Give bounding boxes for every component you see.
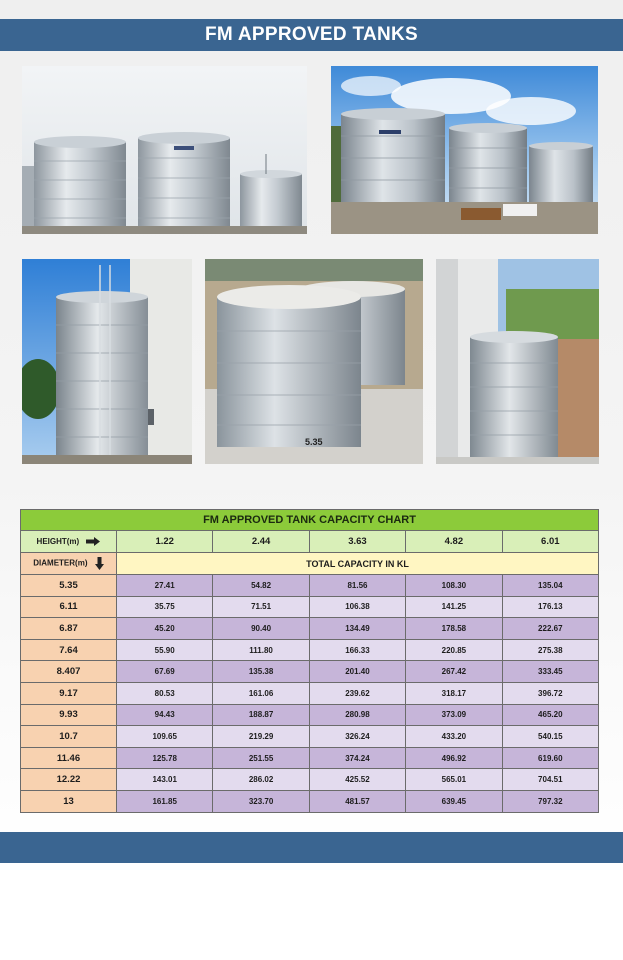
capacity-cell: 90.40 bbox=[213, 618, 309, 640]
capacity-cell: 797.32 bbox=[502, 790, 598, 812]
photo-diameter-label: 5.35 bbox=[305, 437, 323, 447]
capacity-cell: 161.06 bbox=[213, 682, 309, 704]
table-row bbox=[21, 769, 599, 791]
capacity-cell: 55.90 bbox=[117, 639, 213, 661]
diameter-header-row bbox=[21, 553, 599, 575]
capacity-cell: 425.52 bbox=[309, 769, 405, 791]
capacity-cell: 143.01 bbox=[117, 769, 213, 791]
title-banner bbox=[0, 19, 623, 51]
diameter-cell: 13 bbox=[21, 790, 117, 812]
diameter-label: DIAMETER(m) bbox=[33, 558, 88, 568]
diameter-cell: 5.35 bbox=[21, 575, 117, 597]
arrow-right-icon bbox=[86, 537, 100, 546]
capacity-cell: 481.57 bbox=[309, 790, 405, 812]
capacity-cell: 239.62 bbox=[309, 682, 405, 704]
capacity-cell: 67.69 bbox=[117, 661, 213, 683]
capacity-cell: 188.87 bbox=[213, 704, 309, 726]
table-row bbox=[21, 747, 599, 769]
capacity-cell: 178.58 bbox=[406, 618, 502, 640]
total-capacity-label: TOTAL CAPACITY IN KL bbox=[117, 553, 599, 575]
height-value: 6.01 bbox=[502, 531, 598, 553]
capacity-cell: 704.51 bbox=[502, 769, 598, 791]
tank-photo-4 bbox=[205, 259, 423, 464]
capacity-cell: 396.72 bbox=[502, 682, 598, 704]
capacity-cell: 109.65 bbox=[117, 726, 213, 748]
chart-title: FM APPROVED TANK CAPACITY CHART bbox=[21, 510, 599, 531]
capacity-cell: 81.56 bbox=[309, 575, 405, 597]
capacity-cell: 220.85 bbox=[406, 639, 502, 661]
table-row bbox=[21, 790, 599, 812]
tank-photo-5 bbox=[436, 259, 599, 464]
capacity-cell: 161.85 bbox=[117, 790, 213, 812]
capacity-cell: 111.80 bbox=[213, 639, 309, 661]
diameter-cell: 7.64 bbox=[21, 639, 117, 661]
table-row bbox=[21, 596, 599, 618]
height-label-cell bbox=[21, 531, 117, 553]
tank-photo-3 bbox=[22, 259, 192, 464]
capacity-cell: 333.45 bbox=[502, 661, 598, 683]
capacity-cell: 326.24 bbox=[309, 726, 405, 748]
capacity-cell: 106.38 bbox=[309, 596, 405, 618]
table-row bbox=[21, 618, 599, 640]
height-header-row bbox=[21, 531, 599, 553]
diameter-cell: 9.93 bbox=[21, 704, 117, 726]
height-value: 3.63 bbox=[309, 531, 405, 553]
capacity-cell: 135.04 bbox=[502, 575, 598, 597]
capacity-cell: 108.30 bbox=[406, 575, 502, 597]
capacity-cell: 318.17 bbox=[406, 682, 502, 704]
tank-photo-2 bbox=[331, 66, 598, 234]
capacity-cell: 125.78 bbox=[117, 747, 213, 769]
capacity-cell: 166.33 bbox=[309, 639, 405, 661]
table-row bbox=[21, 661, 599, 683]
capacity-cell: 222.67 bbox=[502, 618, 598, 640]
height-value: 2.44 bbox=[213, 531, 309, 553]
capacity-cell: 540.15 bbox=[502, 726, 598, 748]
capacity-cell: 373.09 bbox=[406, 704, 502, 726]
capacity-cell: 639.45 bbox=[406, 790, 502, 812]
capacity-cell: 251.55 bbox=[213, 747, 309, 769]
height-value: 4.82 bbox=[406, 531, 502, 553]
capacity-cell: 374.24 bbox=[309, 747, 405, 769]
capacity-cell: 323.70 bbox=[213, 790, 309, 812]
capacity-cell: 565.01 bbox=[406, 769, 502, 791]
table-row bbox=[21, 726, 599, 748]
diameter-cell: 10.7 bbox=[21, 726, 117, 748]
capacity-cell: 219.29 bbox=[213, 726, 309, 748]
capacity-cell: 267.42 bbox=[406, 661, 502, 683]
footer-banner bbox=[0, 832, 623, 863]
page-title: FM APPROVED TANKS bbox=[204, 24, 419, 45]
diameter-label-cell bbox=[21, 553, 117, 575]
capacity-cell: 71.51 bbox=[213, 596, 309, 618]
arrow-down-icon bbox=[95, 557, 104, 570]
capacity-cell: 80.53 bbox=[117, 682, 213, 704]
capacity-cell: 275.38 bbox=[502, 639, 598, 661]
capacity-cell: 134.49 bbox=[309, 618, 405, 640]
table-row bbox=[21, 575, 599, 597]
table-row bbox=[21, 704, 599, 726]
capacity-cell: 286.02 bbox=[213, 769, 309, 791]
capacity-cell: 176.13 bbox=[502, 596, 598, 618]
diameter-cell: 12.22 bbox=[21, 769, 117, 791]
capacity-cell: 619.60 bbox=[502, 747, 598, 769]
capacity-chart-table bbox=[20, 509, 599, 813]
diameter-cell: 6.11 bbox=[21, 596, 117, 618]
capacity-cell: 94.43 bbox=[117, 704, 213, 726]
height-label: HEIGHT(m) bbox=[36, 536, 80, 546]
tank-photo-1 bbox=[22, 66, 307, 234]
capacity-cell: 27.41 bbox=[117, 575, 213, 597]
diameter-cell: 6.87 bbox=[21, 618, 117, 640]
capacity-cell: 465.20 bbox=[502, 704, 598, 726]
capacity-cell: 496.92 bbox=[406, 747, 502, 769]
capacity-cell: 54.82 bbox=[213, 575, 309, 597]
diameter-cell: 11.46 bbox=[21, 747, 117, 769]
capacity-cell: 141.25 bbox=[406, 596, 502, 618]
table-row bbox=[21, 639, 599, 661]
diameter-cell: 8.407 bbox=[21, 661, 117, 683]
diameter-cell: 9.17 bbox=[21, 682, 117, 704]
height-value: 1.22 bbox=[117, 531, 213, 553]
capacity-cell: 433.20 bbox=[406, 726, 502, 748]
capacity-cell: 45.20 bbox=[117, 618, 213, 640]
capacity-cell: 280.98 bbox=[309, 704, 405, 726]
table-row bbox=[21, 682, 599, 704]
capacity-cell: 35.75 bbox=[117, 596, 213, 618]
capacity-cell: 201.40 bbox=[309, 661, 405, 683]
capacity-cell: 135.38 bbox=[213, 661, 309, 683]
